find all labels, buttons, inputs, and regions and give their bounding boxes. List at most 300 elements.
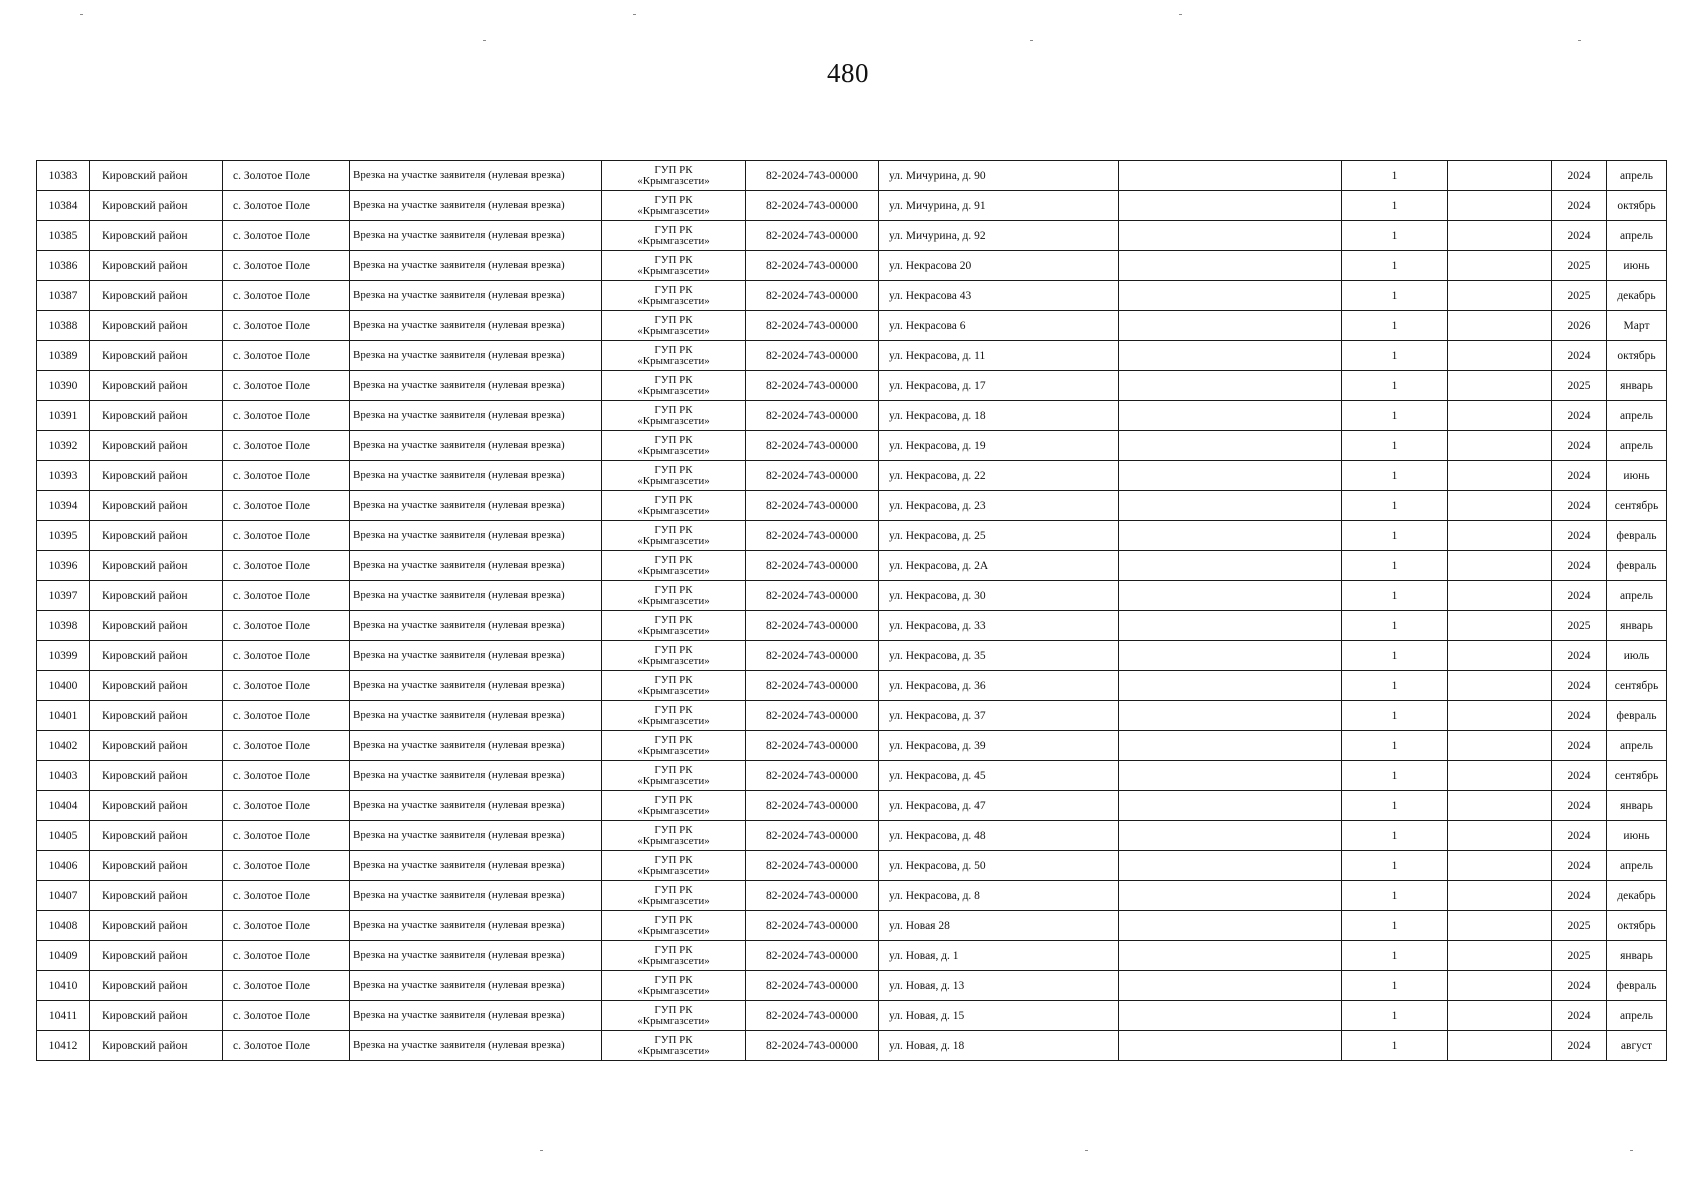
organization-line-1: ГУП РК — [654, 793, 693, 806]
cell-empty — [1119, 491, 1342, 521]
cell-quantity: 1 — [1342, 851, 1448, 881]
cell-year: 2026 — [1552, 311, 1607, 341]
cell-organization — [602, 311, 746, 341]
table-row — [37, 461, 1667, 491]
cell-year: 2024 — [1552, 761, 1607, 791]
organization-line-1: ГУП РК — [654, 433, 693, 446]
cell-empty — [1448, 731, 1552, 761]
cell-organization — [602, 221, 746, 251]
cell-address: ул. Некрасова, д. 48 — [879, 821, 1119, 851]
cell-year: 2025 — [1552, 371, 1607, 401]
cell-empty — [1448, 581, 1552, 611]
organization-line-2: «Крымгазсети» — [637, 924, 710, 937]
organization-line-2: «Крымгазсети» — [637, 294, 710, 307]
cell-empty — [1119, 881, 1342, 911]
cell-empty — [1119, 671, 1342, 701]
cell-work-type: Врезка на участке заявителя (нулевая врезка) — [350, 521, 602, 551]
cell-village: с. Золотое Поле — [223, 671, 350, 701]
table-row — [37, 1031, 1667, 1061]
cell-code: 82-2024-743-00000 — [746, 731, 879, 761]
cell-district: Кировский район — [90, 881, 223, 911]
cell-village: с. Золотое Поле — [223, 371, 350, 401]
cell-year: 2024 — [1552, 641, 1607, 671]
cell-organization — [602, 611, 746, 641]
cell-address: ул. Некрасова, д. 25 — [879, 521, 1119, 551]
cell-work-type: Врезка на участке заявителя (нулевая врезка) — [350, 1031, 602, 1061]
cell-empty — [1119, 701, 1342, 731]
organization-line-1: ГУП РК — [654, 163, 693, 176]
cell-number: 10397 — [37, 581, 90, 611]
cell-district: Кировский район — [90, 281, 223, 311]
cell-empty — [1448, 701, 1552, 731]
organization-line-2: «Крымгазсети» — [637, 504, 710, 517]
cell-empty — [1448, 761, 1552, 791]
cell-quantity: 1 — [1342, 341, 1448, 371]
cell-village: с. Золотое Поле — [223, 521, 350, 551]
cell-empty — [1448, 821, 1552, 851]
table-row — [37, 401, 1667, 431]
scan-speck — [1578, 40, 1581, 41]
cell-address: ул. Некрасова, д. 35 — [879, 641, 1119, 671]
organization-line-2: «Крымгазсети» — [637, 894, 710, 907]
cell-code: 82-2024-743-00000 — [746, 221, 879, 251]
cell-district: Кировский район — [90, 221, 223, 251]
cell-organization — [602, 731, 746, 761]
cell-empty — [1448, 371, 1552, 401]
cell-quantity: 1 — [1342, 1031, 1448, 1061]
cell-organization — [602, 491, 746, 521]
cell-address: ул. Некрасова 43 — [879, 281, 1119, 311]
cell-month: июнь — [1607, 821, 1667, 851]
cell-work-type: Врезка на участке заявителя (нулевая врезка) — [350, 371, 602, 401]
organization-line-2: «Крымгазсети» — [637, 864, 710, 877]
page-number: 480 — [827, 58, 869, 88]
cell-address: ул. Некрасова, д. 18 — [879, 401, 1119, 431]
scan-speck — [633, 14, 636, 15]
organization-line-1: ГУП РК — [654, 943, 693, 956]
cell-empty — [1448, 1031, 1552, 1061]
organization-line-1: ГУП РК — [654, 853, 693, 866]
cell-village: с. Золотое Поле — [223, 851, 350, 881]
organization-line-2: «Крымгазсети» — [637, 384, 710, 397]
cell-number: 10400 — [37, 671, 90, 701]
organization-line-2: «Крымгазсети» — [637, 264, 710, 277]
cell-address: ул. Некрасова, д. 45 — [879, 761, 1119, 791]
cell-village: с. Золотое Поле — [223, 311, 350, 341]
organization-line-2: «Крымгазсети» — [637, 1044, 710, 1057]
cell-district: Кировский район — [90, 1031, 223, 1061]
cell-village: с. Золотое Поле — [223, 611, 350, 641]
cell-number: 10408 — [37, 911, 90, 941]
cell-number: 10384 — [37, 191, 90, 221]
cell-address: ул. Новая, д. 18 — [879, 1031, 1119, 1061]
cell-empty — [1448, 311, 1552, 341]
cell-village: с. Золотое Поле — [223, 971, 350, 1001]
cell-village: с. Золотое Поле — [223, 461, 350, 491]
cell-code: 82-2024-743-00000 — [746, 371, 879, 401]
cell-number: 10394 — [37, 491, 90, 521]
cell-month: апрель — [1607, 431, 1667, 461]
organization-line-2: «Крымгазсети» — [637, 804, 710, 817]
organization-line-1: ГУП РК — [654, 313, 693, 326]
cell-district: Кировский район — [90, 761, 223, 791]
cell-quantity: 1 — [1342, 791, 1448, 821]
cell-district: Кировский район — [90, 701, 223, 731]
cell-month: январь — [1607, 791, 1667, 821]
cell-address: ул. Некрасова 6 — [879, 311, 1119, 341]
table-row — [37, 581, 1667, 611]
cell-number: 10387 — [37, 281, 90, 311]
cell-village: с. Золотое Поле — [223, 281, 350, 311]
cell-year: 2025 — [1552, 281, 1607, 311]
organization-line-1: ГУП РК — [654, 823, 693, 836]
cell-district: Кировский район — [90, 791, 223, 821]
cell-year: 2024 — [1552, 581, 1607, 611]
cell-village: с. Золотое Поле — [223, 701, 350, 731]
cell-month: декабрь — [1607, 881, 1667, 911]
cell-year: 2025 — [1552, 611, 1607, 641]
table-row — [37, 551, 1667, 581]
cell-organization — [602, 881, 746, 911]
cell-empty — [1448, 191, 1552, 221]
cell-empty — [1119, 761, 1342, 791]
cell-village: с. Золотое Поле — [223, 191, 350, 221]
cell-village: с. Золотое Поле — [223, 1001, 350, 1031]
cell-empty — [1119, 1031, 1342, 1061]
cell-address: ул. Мичурина, д. 90 — [879, 161, 1119, 191]
cell-month: сентябрь — [1607, 761, 1667, 791]
cell-village: с. Золотое Поле — [223, 431, 350, 461]
organization-line-1: ГУП РК — [654, 643, 693, 656]
cell-year: 2024 — [1552, 821, 1607, 851]
cell-work-type: Врезка на участке заявителя (нулевая врезка) — [350, 881, 602, 911]
cell-quantity: 1 — [1342, 611, 1448, 641]
cell-work-type: Врезка на участке заявителя (нулевая врезка) — [350, 251, 602, 281]
cell-empty — [1119, 431, 1342, 461]
cell-empty — [1119, 371, 1342, 401]
cell-month: апрель — [1607, 401, 1667, 431]
cell-quantity: 1 — [1342, 821, 1448, 851]
cell-address: ул. Некрасова, д. 36 — [879, 671, 1119, 701]
cell-code: 82-2024-743-00000 — [746, 461, 879, 491]
cell-code: 82-2024-743-00000 — [746, 251, 879, 281]
cell-code: 82-2024-743-00000 — [746, 971, 879, 1001]
cell-month: январь — [1607, 611, 1667, 641]
cell-work-type: Врезка на участке заявителя (нулевая врезка) — [350, 821, 602, 851]
cell-address: ул. Некрасова, д. 47 — [879, 791, 1119, 821]
cell-district: Кировский район — [90, 161, 223, 191]
cell-district: Кировский район — [90, 371, 223, 401]
cell-number: 10407 — [37, 881, 90, 911]
organization-line-1: ГУП РК — [654, 763, 693, 776]
cell-year: 2025 — [1552, 911, 1607, 941]
cell-village: с. Золотое Поле — [223, 1031, 350, 1061]
organization-line-1: ГУП РК — [654, 343, 693, 356]
cell-number: 10398 — [37, 611, 90, 641]
organization-line-2: «Крымгазсети» — [637, 1014, 710, 1027]
cell-empty — [1448, 221, 1552, 251]
cell-organization — [602, 431, 746, 461]
cell-organization — [602, 521, 746, 551]
organization-line-2: «Крымгазсети» — [637, 954, 710, 967]
cell-work-type: Врезка на участке заявителя (нулевая врезка) — [350, 431, 602, 461]
cell-code: 82-2024-743-00000 — [746, 671, 879, 701]
cell-district: Кировский район — [90, 431, 223, 461]
cell-district: Кировский район — [90, 311, 223, 341]
organization-line-2: «Крымгазсети» — [637, 744, 710, 757]
table-row — [37, 821, 1667, 851]
cell-quantity: 1 — [1342, 251, 1448, 281]
organization-line-1: ГУП РК — [654, 613, 693, 626]
cell-work-type: Врезка на участке заявителя (нулевая врезка) — [350, 221, 602, 251]
cell-month: сентябрь — [1607, 491, 1667, 521]
cell-empty — [1448, 461, 1552, 491]
cell-address: ул. Некрасова, д. 39 — [879, 731, 1119, 761]
cell-district: Кировский район — [90, 851, 223, 881]
cell-month: июнь — [1607, 251, 1667, 281]
cell-code: 82-2024-743-00000 — [746, 491, 879, 521]
table-row — [37, 941, 1667, 971]
cell-address: ул. Новая, д. 15 — [879, 1001, 1119, 1031]
cell-address: ул. Некрасова 20 — [879, 251, 1119, 281]
cell-district: Кировский район — [90, 581, 223, 611]
scan-speck — [483, 40, 486, 41]
cell-organization — [602, 641, 746, 671]
cell-quantity: 1 — [1342, 551, 1448, 581]
cell-number: 10409 — [37, 941, 90, 971]
table-row — [37, 491, 1667, 521]
cell-quantity: 1 — [1342, 401, 1448, 431]
organization-line-2: «Крымгазсети» — [637, 684, 710, 697]
organization-line-1: ГУП РК — [654, 883, 693, 896]
cell-month: апрель — [1607, 851, 1667, 881]
organization-line-2: «Крымгазсети» — [637, 654, 710, 667]
organization-line-2: «Крымгазсети» — [637, 624, 710, 637]
cell-year: 2024 — [1552, 791, 1607, 821]
cell-organization — [602, 401, 746, 431]
cell-empty — [1448, 611, 1552, 641]
cell-village: с. Золотое Поле — [223, 551, 350, 581]
organization-line-1: ГУП РК — [654, 1033, 693, 1046]
cell-village: с. Золотое Поле — [223, 161, 350, 191]
cell-year: 2024 — [1552, 851, 1607, 881]
cell-year: 2024 — [1552, 161, 1607, 191]
cell-empty — [1119, 1001, 1342, 1031]
cell-organization — [602, 281, 746, 311]
cell-district: Кировский район — [90, 251, 223, 281]
scan-speck — [1179, 14, 1182, 15]
cell-district: Кировский район — [90, 911, 223, 941]
scan-speck — [1630, 1150, 1633, 1151]
cell-month: октябрь — [1607, 191, 1667, 221]
cell-code: 82-2024-743-00000 — [746, 281, 879, 311]
cell-empty — [1119, 521, 1342, 551]
cell-district: Кировский район — [90, 1001, 223, 1031]
cell-number: 10393 — [37, 461, 90, 491]
cell-village: с. Золотое Поле — [223, 911, 350, 941]
cell-empty — [1119, 821, 1342, 851]
cell-number: 10395 — [37, 521, 90, 551]
table-row — [37, 971, 1667, 1001]
cell-organization — [602, 701, 746, 731]
cell-empty — [1448, 251, 1552, 281]
cell-year: 2024 — [1552, 521, 1607, 551]
cell-village: с. Золотое Поле — [223, 731, 350, 761]
cell-quantity: 1 — [1342, 881, 1448, 911]
organization-line-2: «Крымгазсети» — [637, 594, 710, 607]
cell-address: ул. Некрасова, д. 37 — [879, 701, 1119, 731]
cell-year: 2024 — [1552, 551, 1607, 581]
cell-code: 82-2024-743-00000 — [746, 551, 879, 581]
cell-quantity: 1 — [1342, 461, 1448, 491]
cell-code: 82-2024-743-00000 — [746, 701, 879, 731]
cell-address: ул. Некрасова, д. 50 — [879, 851, 1119, 881]
cell-number: 10404 — [37, 791, 90, 821]
table-row — [37, 851, 1667, 881]
cell-quantity: 1 — [1342, 191, 1448, 221]
scan-speck — [1030, 40, 1033, 41]
cell-organization — [602, 551, 746, 581]
cell-organization — [602, 821, 746, 851]
cell-year: 2024 — [1552, 191, 1607, 221]
cell-number: 10410 — [37, 971, 90, 1001]
cell-empty — [1448, 1001, 1552, 1031]
cell-empty — [1119, 611, 1342, 641]
table-row — [37, 761, 1667, 791]
cell-year: 2024 — [1552, 341, 1607, 371]
cell-empty — [1448, 521, 1552, 551]
organization-line-1: ГУП РК — [654, 673, 693, 686]
cell-year: 2025 — [1552, 941, 1607, 971]
cell-year: 2024 — [1552, 881, 1607, 911]
scan-speck — [1085, 1150, 1088, 1151]
organization-line-2: «Крымгазсети» — [637, 984, 710, 997]
organization-line-1: ГУП РК — [654, 223, 693, 236]
cell-code: 82-2024-743-00000 — [746, 161, 879, 191]
table-row — [37, 311, 1667, 341]
cell-work-type: Врезка на участке заявителя (нулевая врезка) — [350, 791, 602, 821]
cell-year: 2024 — [1552, 461, 1607, 491]
cell-empty — [1448, 971, 1552, 1001]
cell-month: Март — [1607, 311, 1667, 341]
cell-empty — [1119, 461, 1342, 491]
cell-quantity: 1 — [1342, 641, 1448, 671]
cell-empty — [1119, 221, 1342, 251]
cell-empty — [1119, 971, 1342, 1001]
cell-year: 2024 — [1552, 221, 1607, 251]
cell-village: с. Золотое Поле — [223, 251, 350, 281]
gas-connection-register-table — [36, 160, 1667, 1061]
cell-month: июль — [1607, 641, 1667, 671]
cell-month: апрель — [1607, 581, 1667, 611]
cell-village: с. Золотое Поле — [223, 761, 350, 791]
cell-month: сентябрь — [1607, 671, 1667, 701]
organization-line-1: ГУП РК — [654, 553, 693, 566]
cell-work-type: Врезка на участке заявителя (нулевая врезка) — [350, 311, 602, 341]
table-row — [37, 341, 1667, 371]
cell-district: Кировский район — [90, 491, 223, 521]
cell-empty — [1119, 251, 1342, 281]
organization-line-2: «Крымгазсети» — [637, 714, 710, 727]
cell-quantity: 1 — [1342, 761, 1448, 791]
table-row — [37, 161, 1667, 191]
table-row — [37, 431, 1667, 461]
cell-month: февраль — [1607, 551, 1667, 581]
cell-village: с. Золотое Поле — [223, 791, 350, 821]
cell-organization — [602, 941, 746, 971]
cell-empty — [1448, 551, 1552, 581]
cell-code: 82-2024-743-00000 — [746, 521, 879, 551]
cell-district: Кировский район — [90, 551, 223, 581]
cell-empty — [1448, 641, 1552, 671]
cell-code: 82-2024-743-00000 — [746, 791, 879, 821]
cell-work-type: Врезка на участке заявителя (нулевая врезка) — [350, 671, 602, 701]
cell-number: 10396 — [37, 551, 90, 581]
cell-work-type: Врезка на участке заявителя (нулевая врезка) — [350, 611, 602, 641]
cell-village: с. Золотое Поле — [223, 221, 350, 251]
organization-line-1: ГУП РК — [654, 253, 693, 266]
organization-line-2: «Крымгазсети» — [637, 234, 710, 247]
cell-work-type: Врезка на участке заявителя (нулевая врезка) — [350, 341, 602, 371]
cell-quantity: 1 — [1342, 671, 1448, 701]
cell-work-type: Врезка на участке заявителя (нулевая врезка) — [350, 851, 602, 881]
cell-month: декабрь — [1607, 281, 1667, 311]
cell-work-type: Врезка на участке заявителя (нулевая врезка) — [350, 581, 602, 611]
cell-year: 2024 — [1552, 1001, 1607, 1031]
organization-line-1: ГУП РК — [654, 913, 693, 926]
cell-number: 10391 — [37, 401, 90, 431]
cell-organization — [602, 191, 746, 221]
organization-line-2: «Крымгазсети» — [637, 834, 710, 847]
table-row — [37, 371, 1667, 401]
cell-empty — [1119, 401, 1342, 431]
cell-empty — [1119, 941, 1342, 971]
cell-district: Кировский район — [90, 401, 223, 431]
cell-empty — [1448, 671, 1552, 701]
organization-line-2: «Крымгазсети» — [637, 354, 710, 367]
table-row — [37, 191, 1667, 221]
cell-work-type: Врезка на участке заявителя (нулевая врезка) — [350, 971, 602, 1001]
cell-organization — [602, 161, 746, 191]
cell-work-type: Врезка на участке заявителя (нулевая врезка) — [350, 731, 602, 761]
cell-empty — [1448, 791, 1552, 821]
cell-district: Кировский район — [90, 461, 223, 491]
organization-line-2: «Крымгазсети» — [637, 564, 710, 577]
cell-code: 82-2024-743-00000 — [746, 881, 879, 911]
cell-quantity: 1 — [1342, 701, 1448, 731]
cell-code: 82-2024-743-00000 — [746, 611, 879, 641]
cell-organization — [602, 971, 746, 1001]
cell-month: январь — [1607, 371, 1667, 401]
cell-empty — [1448, 941, 1552, 971]
cell-quantity: 1 — [1342, 221, 1448, 251]
cell-organization — [602, 1031, 746, 1061]
table-row — [37, 1001, 1667, 1031]
organization-line-1: ГУП РК — [654, 1003, 693, 1016]
organization-line-2: «Крымгазсети» — [637, 534, 710, 547]
cell-year: 2024 — [1552, 701, 1607, 731]
cell-quantity: 1 — [1342, 731, 1448, 761]
cell-month: апрель — [1607, 731, 1667, 761]
cell-month: октябрь — [1607, 911, 1667, 941]
cell-year: 2025 — [1552, 251, 1607, 281]
cell-year: 2024 — [1552, 491, 1607, 521]
cell-organization — [602, 371, 746, 401]
cell-month: январь — [1607, 941, 1667, 971]
scan-speck — [80, 14, 83, 15]
cell-number: 10405 — [37, 821, 90, 851]
cell-organization — [602, 1001, 746, 1031]
